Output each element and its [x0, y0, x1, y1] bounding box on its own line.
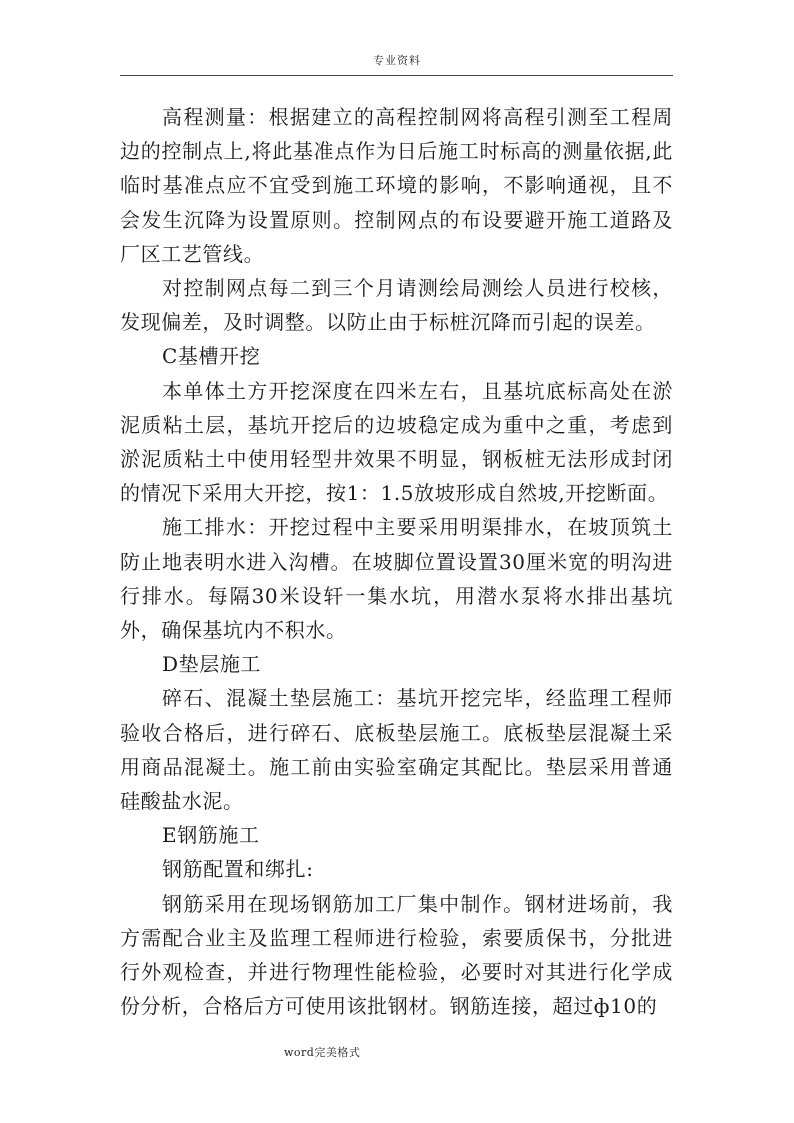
page-footer: word完美格式 — [284, 1046, 361, 1059]
paragraph-rebar: 钢筋采用在现场钢筋加工厂集中制作。钢材进场前，我方需配合业主及监理工程师进行检验，索要质保书，分批进行外观检查，并进行物理性能检验，必要时对其进行化学成份分析，合格后方可使用该批钢材。钢筋连接，超过ф10的 — [120, 891, 673, 1019]
section-heading-rebar: E钢筋施工 — [162, 823, 260, 848]
header-divider — [120, 75, 673, 76]
page-header: 专业资料 — [373, 54, 421, 67]
section-heading-cushion-layer: D垫层施工 — [162, 652, 262, 677]
section-heading-trench-excavation: C基槽开挖 — [162, 344, 261, 369]
paragraph-control-point-check: 对控制网点每二到三个月请测绘局测绘人员进行校核，发现偏差，及时调整。以防止由于标桩沉降而引起的误差。 — [120, 276, 673, 335]
paragraph-elevation-survey: 高程测量：根据建立的高程控制网将高程引测至工程周边的控制点上,将此基准点作为日后施工时标高的测量依据,此临时基准点应不宜受到施工环境的影响，不影响通视，且不会发生沉降为设置原则。控制网点的布设要避开施工道路及厂区工艺管线。 — [120, 105, 673, 266]
paragraph-excavation: 本单体土方开挖深度在四米左右，且基坑底标高处在淤泥质粘土层，基坑开挖后的边坡稳定成为重中之重，考虑到淤泥质粘土中使用轻型井效果不明显，钢板桩无法形成封闭的情况下采用大开挖，按1：1.5放坡形成自然坡,开挖断面。 — [120, 378, 673, 506]
paragraph-drainage: 施工排水：开挖过程中主要采用明渠排水，在坡顶筑土防止地表明水进入沟槽。在坡脚位置设置30厘米宽的明沟进行排水。每隔30米设轩一集水坑，用潜水泵将水排出基坑外，确保基坑内不积水。 — [120, 515, 673, 643]
subheading-rebar-binding: 钢筋配置和绑扎: — [162, 857, 314, 882]
paragraph-cushion-layer: 碎石、混凝土垫层施工：基坑开挖完毕，经监理工程师验收合格后，进行碎石、底板垫层施工。底板垫层混凝土采用商品混凝土。施工前由实验室确定其配比。垫层采用普通硅酸盐水泥。 — [120, 686, 673, 814]
document-body — [120, 100, 673, 1023]
